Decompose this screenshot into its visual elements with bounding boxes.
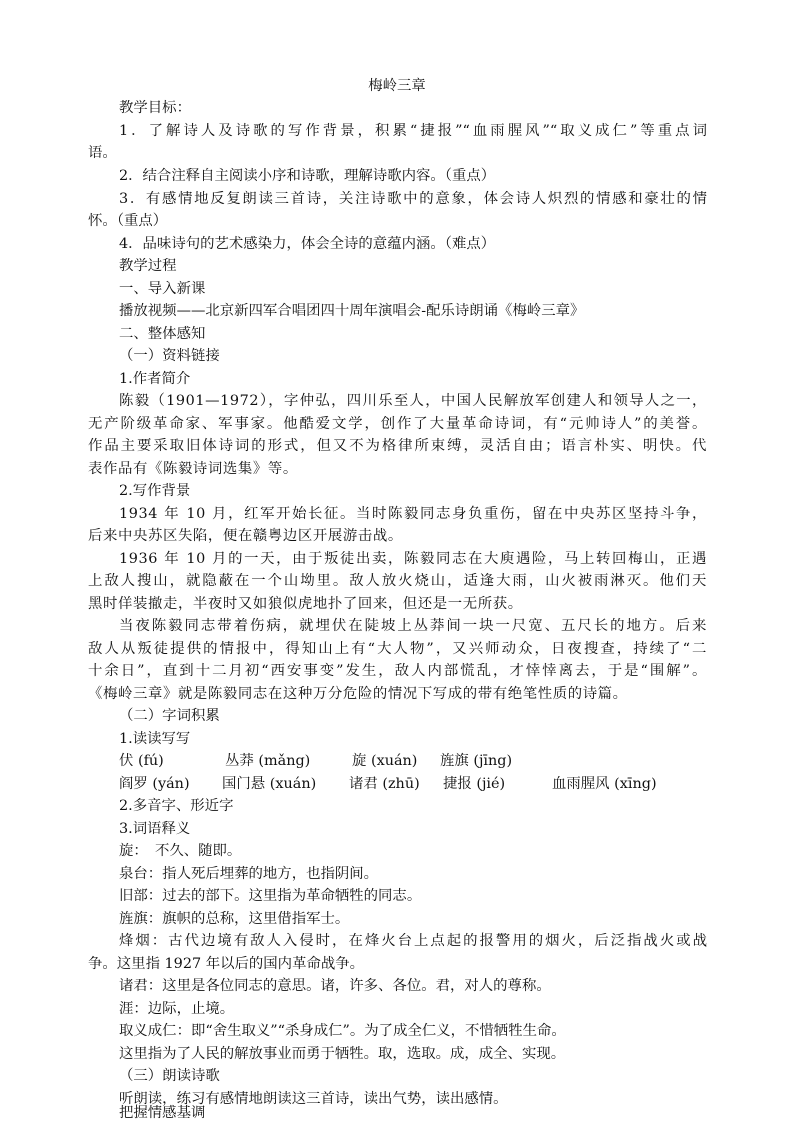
background-p3-line-1: 当夜陈毅同志带着伤病，就埋伏在陡坡上丛莽间一块一尺宽、五尺长的地方。后来 [119, 618, 707, 634]
goal-2: 2．结合注释自主阅读小序和诗歌，理解诗歌内容。（重点） [119, 168, 496, 184]
definition-item: 诸君：这里是各位同志的意思。诸，许多、各位。君，对人的尊称。 [119, 978, 551, 994]
background-heading: 2.写作背景 [119, 483, 191, 499]
vocab-row-2 [0, 774, 794, 796]
background-p1-line-1: 1934 年 10 月，红军开始长征。当时陈毅同志身负重伤，留在中央苏区坚持斗争， [119, 506, 707, 522]
definition-item: 烽烟：古代边境有敌人入侵时，在烽火台上点起的报警用的烟火，后泛指战火或战 [119, 933, 707, 949]
page-title: 梅岭三章 [368, 78, 426, 94]
vocab-item: 血雨腥风 (xīng) [552, 776, 657, 792]
subsection-1-heading: （一）资料链接 [119, 348, 220, 364]
author-line-1: 陈毅（1901—1972），字仲弘，四川乐至人，中国人民解放军创建人和领导人之一， [119, 393, 707, 409]
background-p1-line-2: 后来中央苏区失陷，便在赣粤边区开展游击战。 [88, 528, 403, 544]
definition-item: 泉台：指人死后埋葬的地方，也指阴间。 [119, 866, 379, 882]
vocab-item: 捷报 (jié) [443, 776, 506, 792]
section-2-heading: 二、整体感知 [119, 326, 206, 342]
background-p3-line-2: 敌人从叛徒提供的情报中，得知山上有“大人物”，又兴师动众，日夜搜查，持续了“二 [88, 641, 707, 657]
vocab-item: 旌旗 (jīng) [440, 753, 513, 769]
vocab-row-1 [0, 751, 794, 773]
vocab-item: 诸君 (zhū) [349, 776, 420, 792]
author-heading: 1.作者简介 [119, 371, 191, 387]
vocab-item: 伏 (fú) [119, 753, 164, 769]
vocab-item: 丛莽 (mǎng) [225, 753, 311, 769]
section-1-text: 播放视频——北京新四军合唱团四十周年演唱会-配乐诗朗诵《梅岭三章》 [119, 303, 585, 319]
goal-4: 4．品味诗句的艺术感染力，体会全诗的意蕴内涵。（难点） [119, 236, 496, 252]
background-p3-line-3: 十余日”，直到十二月初“西安事变”发生，敌人内部慌乱，才悻悻离去，于是“围解”。 [88, 663, 707, 679]
section-1-heading: 一、导入新课 [119, 281, 206, 297]
tone-heading: 把握情感基调 [119, 1105, 206, 1121]
reading-text: 听朗读，练习有感情地朗读这三首诗，读出气势，读出感情。 [119, 1091, 508, 1107]
vocab-item: 旋 (xuán) [352, 753, 418, 769]
goals-heading: 教学目标： [119, 100, 191, 116]
author-line-3: 作品主要采取旧体诗词的形式，但又不为格律所束缚，灵活自由；语言朴实、明快。代 [88, 438, 707, 454]
definition-item: 涯：边际，止境。 [119, 1001, 235, 1017]
goal-3-cont: 怀。（重点） [88, 213, 168, 229]
background-p2-line-1: 1936 年 10 月的一天，由于叛徒出卖，陈毅同志在大庾遇险，马上转回梅山，正遇 [119, 551, 707, 567]
goal-1: 1．了解诗人及诗歌的写作背景，积累“捷报”“血雨腥风”“取义成仁”等重点词 [119, 123, 707, 139]
definition-item: 取义成仁：即“舍生取义”“杀身成仁”。为了成全仁义，不惜牺牲生命。 [119, 1023, 566, 1039]
background-p2-line-2: 上敌人搜山，就隐蔽在一个山坳里。敌人放火烧山，适逢大雨，山火被雨淋灭。他们天 [88, 573, 707, 589]
author-line-2: 无产阶级革命家、军事家。他酷爱文学，创作了大量革命诗词，有“元帅诗人”的美誉。 [88, 416, 707, 432]
definition-item-cont: 这里指为了人民的解放事业而勇于牺牲。取，选取。成，成全、实现。 [119, 1046, 566, 1062]
vocab-item: 国门悬 (xuán) [222, 776, 317, 792]
background-p2-line-3: 黑时佯装撤走，半夜时又如狼似虎地扑了回来，但还是一无所获。 [88, 596, 523, 612]
read-write-heading: 1.读读写写 [119, 731, 191, 747]
goal-1-cont: 语。 [88, 145, 117, 161]
definition-item-cont: 争。这里指 1927 年以后的国内革命战争。 [88, 956, 365, 972]
definitions-heading: 3.词语释义 [119, 821, 191, 837]
definition-item: 旋： 不久、随即。 [119, 843, 242, 859]
polyphone-heading: 2.多音字、形近字 [119, 798, 234, 814]
process-heading: 教学过程 [119, 258, 177, 274]
subsection-2-heading: （二）字词积累 [119, 708, 220, 724]
vocab-item: 阎罗 (yán) [119, 776, 190, 792]
subsection-3-heading: （三）朗读诗歌 [119, 1068, 220, 1084]
author-line-4: 表作品有《陈毅诗词选集》等。 [88, 461, 298, 477]
definition-item: 旌旗：旗帜的总称，这里借指军士。 [119, 911, 350, 927]
goal-3: 3．有感情地反复朗读三首诗，关注诗歌中的意象，体会诗人炽烈的情感和豪壮的情 [119, 191, 707, 207]
background-p3-line-4: 《梅岭三章》就是陈毅同志在这种万分危险的情况下写成的带有绝笔性质的诗篇。 [88, 686, 628, 702]
definition-item: 旧部：过去的部下。这里指为革命牺牲的同志。 [119, 888, 422, 904]
